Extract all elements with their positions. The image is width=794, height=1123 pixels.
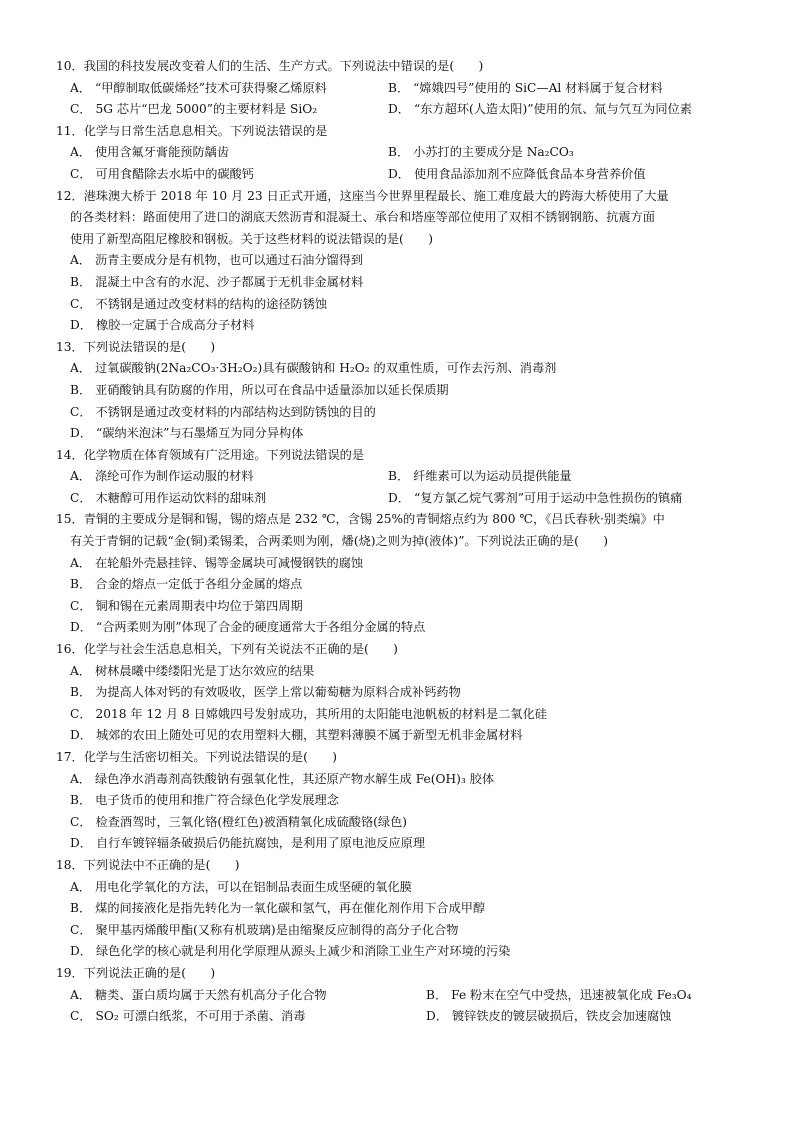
option-a[interactable] [70, 361, 556, 375]
option-b[interactable] [388, 78, 768, 100]
option-text: 聚甲基丙烯酸甲酯(又称有机玻璃)是由缩聚反应制得的高分子化合物 [95, 922, 459, 937]
question-stem-line [56, 855, 768, 877]
option-c[interactable] [70, 815, 407, 829]
question-number: 14． [56, 447, 84, 462]
question-number: 10． [56, 59, 84, 73]
option-row [70, 833, 768, 855]
option-d[interactable] [70, 318, 254, 332]
options [56, 553, 768, 639]
option-key: D． [70, 620, 92, 635]
option-text: 检查酒驾时，三氧化铬(橙红色)被酒精氧化成硫酸铬(绿色) [95, 814, 408, 829]
question-stem-line [56, 121, 768, 143]
option-d[interactable] [70, 944, 510, 958]
option-key: A． [70, 879, 91, 894]
option-text: 使用含氟牙膏能预防龋齿 [95, 145, 230, 160]
option-a[interactable] [70, 664, 314, 678]
option-a[interactable] [70, 880, 412, 894]
option-key: A． [70, 253, 91, 268]
option-row [70, 142, 768, 164]
option-c[interactable] [70, 707, 547, 721]
option-row [70, 661, 768, 683]
option-b[interactable] [70, 901, 485, 915]
option-a[interactable] [70, 78, 388, 100]
option-text: 亚硝酸钠具有防腐的作用，所以可在食品中适量添加以延长保质期 [95, 382, 449, 397]
option-key: B． [388, 145, 410, 160]
option-text: “合两柔则为刚”体现了合金的硬度通常大于各组分金属的特点 [95, 620, 426, 635]
option-text: 使用食品添加剂不应降低食品本身营养价值 [413, 166, 646, 181]
options [56, 78, 768, 121]
option-key: A． [70, 555, 91, 570]
question-18 [56, 855, 768, 963]
options [56, 142, 768, 185]
question-stem-text: 的各类材料：路面使用了进口的湖底天然沥青和混凝土、承台和塔座等部位使用了双相不锈钢钢筋、抗震方面 [70, 210, 655, 225]
option-text: 为提高人体对钙的有效吸收，医学上常以葡萄糖为原料合成补钙药物 [95, 685, 461, 700]
option-a[interactable] [70, 772, 494, 786]
option-a[interactable] [70, 142, 388, 164]
question-13 [56, 337, 768, 445]
option-text: “嫦娥四号”使用的 SiC—Al 材料属于复合材料 [413, 80, 663, 95]
option-c[interactable] [70, 599, 303, 613]
option-key: D． [70, 426, 92, 441]
option-d[interactable] [70, 426, 303, 440]
option-row [70, 423, 768, 445]
option-key: C． [70, 296, 92, 311]
option-key: B． [426, 987, 448, 1002]
option-row [70, 380, 768, 402]
question-stem-text: 化学与社会生活息息相关，下列有关说法不正确的是( ) [83, 642, 398, 657]
option-text: 镀锌铁皮的镀层破损后，铁皮会加速腐蚀 [451, 1009, 672, 1024]
option-text: SO₂ 可漂白纸浆，不可用于杀菌、消毒 [95, 1009, 306, 1024]
option-d[interactable] [388, 99, 768, 121]
option-key: A． [70, 663, 91, 678]
option-key: C． [70, 102, 92, 117]
question-number: 13． [56, 339, 84, 354]
option-key: A． [70, 145, 91, 160]
option-d[interactable] [70, 836, 425, 850]
option-key: C． [70, 922, 92, 937]
option-text: 糖类、蛋白质均属于天然有机高分子化合物 [95, 987, 327, 1002]
question-number: 19． [56, 965, 84, 980]
option-text: 木糖醇可用作运动饮料的甜味剂 [95, 490, 267, 505]
option-key: C． [70, 166, 92, 181]
option-key: C． [70, 814, 92, 829]
option-row [70, 402, 768, 424]
option-b[interactable] [70, 685, 461, 699]
option-b[interactable] [388, 142, 768, 164]
option-text: 过氧碳酸钠(2Na₂CO₃·3H₂O₂)具有碳酸钠和 H₂O₂ 的双重性质，可作去污剂、消毒剂 [95, 361, 557, 376]
question-stem-text: 化学物质在体育领域有广泛用途。下列说法错误的是 [83, 447, 365, 462]
question-stem-line [56, 229, 768, 251]
option-row [70, 985, 768, 1007]
question-19 [56, 963, 768, 1028]
option-row [70, 941, 768, 963]
option-key: C． [70, 1009, 92, 1024]
option-a[interactable] [70, 556, 363, 570]
options [56, 769, 768, 855]
option-c[interactable] [70, 1006, 426, 1028]
question-number: 15． [56, 512, 84, 527]
question-stem-line [56, 531, 768, 553]
option-row [70, 250, 768, 272]
question-stem-text: 有关于青铜的记载“金(铜)柔锡柔，合两柔则为刚，燔(烧)之则为掉(液体)”。下列说法正确的是( ) [70, 534, 608, 549]
question-stem-text: 下列说法中不正确的是( ) [83, 857, 240, 872]
option-text: 用电化学氧化的方法，可以在铝制品表面生成坚硬的氧化膜 [95, 879, 412, 894]
options [56, 466, 768, 509]
option-b[interactable] [70, 383, 449, 397]
question-number: 17． [56, 750, 84, 764]
option-key: C． [70, 706, 92, 721]
option-b[interactable] [388, 466, 768, 488]
question-number: 11． [56, 123, 84, 138]
option-key: D． [388, 490, 410, 505]
option-text: 橡胶一定属于合成高分子材料 [95, 318, 255, 333]
question-stem-text: 下列说法正确的是( ) [83, 965, 216, 980]
option-a[interactable] [70, 466, 388, 488]
option-text: 小苏打的主要成分是 Na₂CO₃ [413, 145, 574, 160]
option-row [70, 617, 768, 639]
question-14 [56, 445, 768, 510]
option-key: B． [70, 577, 92, 592]
option-key: C． [70, 404, 92, 419]
question-stem-line [56, 445, 768, 467]
option-row [70, 358, 768, 380]
option-text: 合金的熔点一定低于各组分金属的熔点 [95, 577, 303, 592]
option-text: 煤的间接液化是指先转化为一氧化碳和氢气，再在催化剂作用下合成甲醇 [95, 901, 486, 916]
option-row [70, 898, 768, 920]
question-stem-text: 青铜的主要成分是铜和锡，锡的熔点是 232 ℃，含锡 25%的青铜熔点约为 800 ℃，《吕氏春秋·别类编》中 [83, 512, 665, 527]
option-key: B． [70, 274, 92, 289]
option-text: 5G 芯片“巴龙 5000”的主要材料是 SiO₂ [95, 102, 318, 117]
question-number: 18． [56, 857, 84, 872]
option-row [70, 790, 768, 812]
exam-page [56, 56, 768, 1028]
option-d[interactable] [70, 620, 425, 634]
option-text: 可用食醋除去水垢中的碳酸钙 [95, 166, 254, 181]
option-text: 自行车镀锌辐条破损后仍能抗腐蚀，是利用了原电池反应原理 [95, 836, 426, 851]
option-text: 绿色净水消毒剂高铁酸钠有强氧化性，其还原产物水解生成 Fe(OH)₃ 胶体 [95, 771, 495, 786]
option-text: 在轮船外壳悬挂锌、锡等金属块可减慢钢铁的腐蚀 [95, 555, 364, 570]
option-key: B． [70, 382, 92, 397]
option-key: B． [70, 685, 92, 700]
option-text: 混凝土中含有的水泥、沙子都属于无机非金属材料 [95, 274, 364, 289]
option-text: 2018 年 12 月 8 日嫦娥四号发射成功，其所用的太阳能电池帆板的材料是二氧化硅 [95, 706, 547, 721]
question-number: 12． [56, 188, 84, 203]
option-row [70, 682, 768, 704]
question-stem-text: 化学与日常生活息息相关。下列说法错误的是 [83, 123, 328, 138]
option-row [70, 920, 768, 942]
option-key: B． [388, 469, 410, 484]
option-key: C． [70, 490, 92, 505]
options [56, 358, 768, 444]
option-key: D． [426, 1009, 448, 1024]
option-d[interactable] [388, 164, 768, 186]
option-text: 纤维素可以为运动员提供能量 [413, 469, 572, 484]
question-10 [56, 56, 768, 121]
option-b[interactable] [70, 275, 363, 289]
option-key: A． [70, 80, 91, 95]
option-key: A． [70, 469, 91, 484]
option-key: B． [70, 901, 92, 916]
option-c[interactable] [70, 99, 388, 121]
option-key: A． [70, 771, 91, 786]
option-c[interactable] [70, 405, 376, 419]
question-stem-line [56, 509, 768, 531]
option-key: A． [70, 987, 91, 1002]
option-row [70, 164, 768, 186]
option-key: D． [70, 944, 92, 959]
option-text: “甲醇制取低碳烯烃”技术可获得聚乙烯原料 [95, 80, 327, 95]
option-row [70, 769, 768, 791]
options [56, 985, 768, 1028]
option-key: C． [70, 598, 92, 613]
option-text: 绿色化学的核心就是利用化学原理从源头上减少和消除工业生产对环境的污染 [95, 944, 511, 959]
question-stem-text: 化学与生活密切相关。下列说法错误的是( ) [83, 750, 337, 764]
question-15 [56, 509, 768, 639]
option-text: 铜和锡在元素周期表中均位于第四周期 [95, 598, 303, 613]
option-a[interactable] [70, 985, 426, 1007]
option-text: “东方超环(人造太阳)”使用的氘、氚与氕互为同位素 [413, 102, 692, 117]
option-row [70, 877, 768, 899]
question-stem-text: 我国的科技发展改变着人们的生活、生产方式。下列说法中错误的是( ) [83, 59, 484, 73]
question-stem-line [56, 747, 768, 769]
options [56, 877, 768, 963]
option-row [70, 272, 768, 294]
question-stem-line [56, 337, 768, 359]
option-key: D． [70, 728, 92, 743]
option-row [70, 78, 768, 100]
options [56, 250, 768, 336]
option-text: 涤纶可作为制作运动服的材料 [95, 469, 254, 484]
question-16 [56, 639, 768, 747]
option-d[interactable] [70, 728, 523, 742]
option-row [70, 596, 768, 618]
option-text: 沥青主要成分是有机物，也可以通过石油分馏得到 [95, 253, 364, 268]
question-stem-line [56, 639, 768, 661]
option-d[interactable] [426, 1006, 768, 1028]
question-stem-text: 港珠澳大桥于 2018 年 10 月 23 日正式开通，这座当今世界里程最长、施工难度最大的跨海大桥使用了大量 [83, 188, 669, 203]
option-text: 电子货币的使用和推广符合绿色化学发展理念 [95, 793, 339, 808]
option-d[interactable] [388, 488, 768, 510]
option-b[interactable] [426, 985, 768, 1007]
option-row [70, 488, 768, 510]
option-key: B． [388, 80, 410, 95]
option-row [70, 704, 768, 726]
option-c[interactable] [70, 297, 327, 311]
question-number: 16． [56, 642, 84, 657]
option-key: A． [70, 361, 91, 376]
option-row [70, 574, 768, 596]
question-stem-line [56, 186, 768, 208]
question-stem-line [56, 56, 768, 78]
option-text: 树林晨曦中缕缕阳光是丁达尔效应的结果 [95, 663, 315, 678]
option-c[interactable] [70, 488, 388, 510]
option-key: B． [70, 793, 92, 808]
option-key: D． [388, 166, 410, 181]
option-key: D． [70, 318, 92, 333]
question-stem-text: 下列说法错误的是( ) [83, 339, 216, 354]
option-text: “碳纳米泡沫”与石墨烯互为同分异构体 [95, 426, 304, 441]
option-text: 不锈钢是通过改变材料的结构的途径防锈蚀 [95, 296, 328, 311]
option-b[interactable] [70, 577, 302, 591]
option-row [70, 315, 768, 337]
option-text: “复方氯乙烷气雾剂”可用于运动中急性损伤的镇痛 [413, 490, 683, 505]
option-row [70, 99, 768, 121]
question-12 [56, 186, 768, 337]
option-c[interactable] [70, 164, 388, 186]
option-text: 城郊的农田上随处可见的农用塑料大棚，其塑料薄膜不属于新型无机非金属材料 [95, 728, 523, 743]
option-row [70, 553, 768, 575]
question-stem-text: 使用了新型高阻尼橡胶和钢板。关于这些材料的说法错误的是( ) [70, 231, 433, 246]
option-a[interactable] [70, 253, 363, 267]
option-key: D． [70, 836, 92, 851]
option-text: Fe 粉末在空气中受热，迅速被氧化成 Fe₃O₄ [451, 987, 692, 1002]
option-c[interactable] [70, 923, 458, 937]
question-stem-line [56, 207, 768, 229]
option-b[interactable] [70, 793, 339, 807]
option-row [70, 466, 768, 488]
options [56, 661, 768, 747]
question-17 [56, 747, 768, 855]
option-row [70, 812, 768, 834]
option-key: D． [388, 102, 410, 117]
question-stem-line [56, 963, 768, 985]
option-text: 不锈钢是通过改变材料的内部结构达到防锈蚀的目的 [95, 404, 376, 419]
option-row [70, 1006, 768, 1028]
option-row [70, 725, 768, 747]
question-11 [56, 121, 768, 186]
option-row [70, 294, 768, 316]
